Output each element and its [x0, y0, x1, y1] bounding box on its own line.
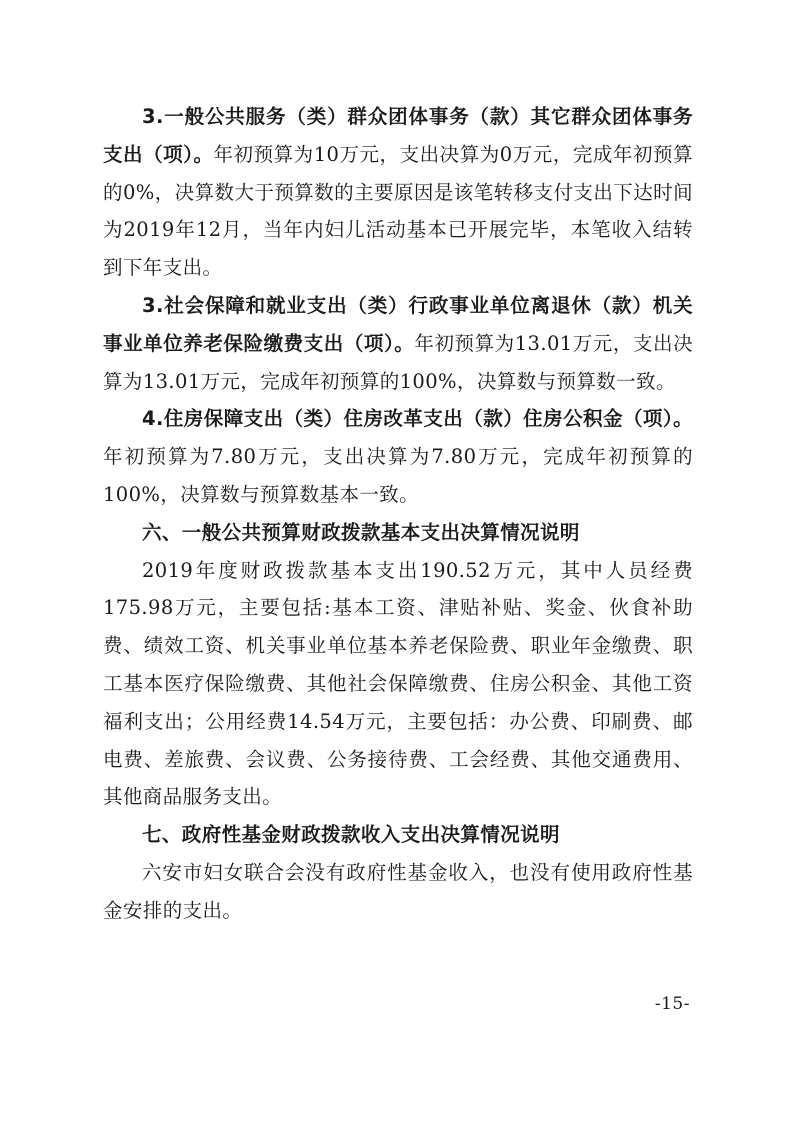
paragraph-item-3b	[103, 287, 693, 400]
paragraph-item-4-text: 年初预算为7.80万元，支出决算为7.80万元，完成年初预算的100%，决算数与预算数基本一致。	[103, 445, 693, 506]
paragraph-item-3b-title: 3.社会保障和就业支出（类）行政事业单位离退休（款）机关事业单位养老保险缴费支出（项）。	[103, 293, 693, 355]
section-7-heading: 七、政府性基金财政拨款收入支出决算情况说明	[142, 823, 560, 847]
section-7-body: 六安市妇女联合会没有政府性基金收入，也没有使用政府性基金安排的支出。	[103, 860, 693, 922]
paragraph-item-3b-text: 年初预算为13.01万元，支出决算为13.01万元，完成年初预算的100%，决算数与预算数一致。	[103, 331, 693, 393]
section-6-heading: 六、一般公共预算财政拨款基本支出决算情况说明	[142, 520, 580, 544]
paragraph-item-4	[103, 400, 693, 513]
page-content	[103, 98, 693, 930]
section-6-body: 2019年度财政拨款基本支出190.52万元，其中人员经费175.98万元，主要包括:基本工资、津贴补贴、奖金、伙食补助费、绩效工资、机关事业单位基本养老保险费、职业年金缴费、职工基本医疗保险缴费、其他社会保障缴费、住房公积金、其他工资福利支出；公用经费14.54万元，主要包括：办公费、印刷费、邮电费、差旅费、会议费、公务接待费、工会经费、其他交通费用、其他商品服务支出。	[103, 558, 693, 809]
paragraph-item-3a-text: 年初预算为10万元，支出决算为0万元，完成年初预算的0%，决算数大于预算数的主要原因是该笔转移支付支出下达时间为2019年12月，当年内妇儿活动基本已开展完毕，本笔收入结转到下年支出。	[103, 142, 693, 280]
paragraph-item-3a	[103, 98, 693, 287]
paragraph-item-4-title: 4.住房保障支出（类）住房改革支出（款）住房公积金（项）。	[142, 407, 693, 431]
paragraph-item-3a-title: 3.一般公共服务（类）群众团体事务（款）其它群众团体事务支出（项）。	[103, 105, 693, 166]
page-number: -15-	[654, 994, 690, 1014]
